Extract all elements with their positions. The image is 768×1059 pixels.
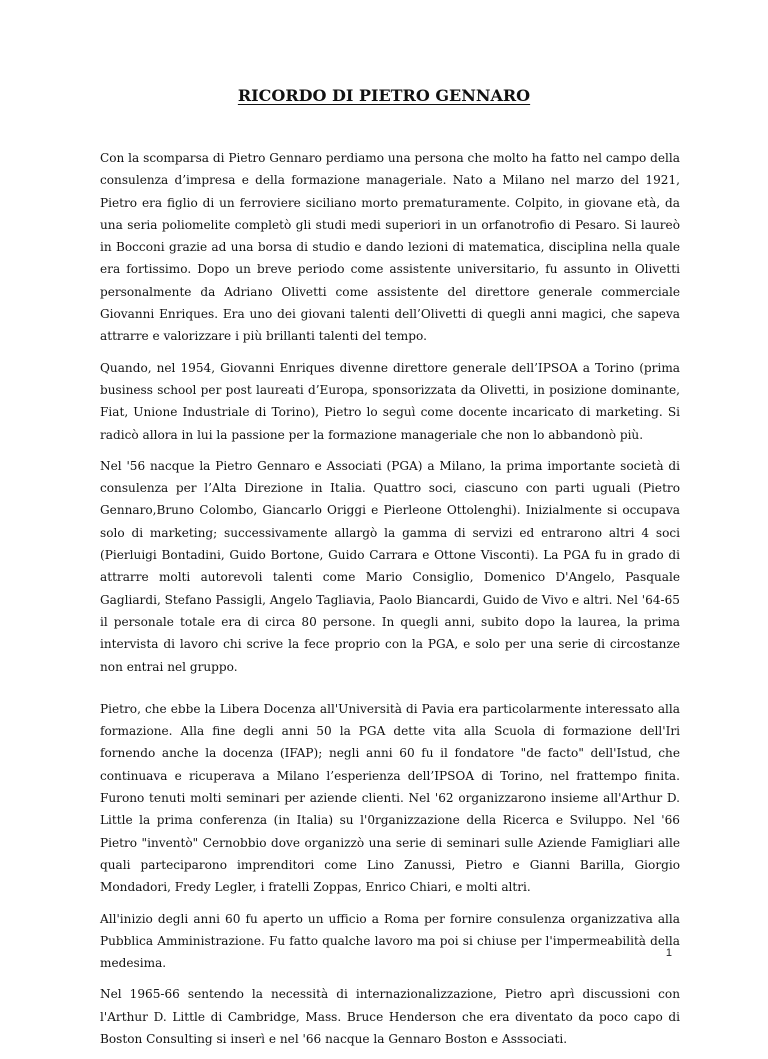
- page-number: 1: [665, 947, 672, 959]
- paragraph: Nel 1965-66 sentendo la necessità di internazionalizzazione, Pietro aprì discussioni con l'Arthur D. Little di Cambridge, Mass. Bruce Henderson che era diventato da poco capo di Boston Consulting si inserì e nel '66 nacque la Gennaro Boston e Asssociati.: [100, 987, 680, 1046]
- paragraph: Nel '56 nacque la Pietro Gennaro e Associati (PGA) a Milano, la prima importante società di consulenza per l’Alta Direzione in Italia. Quattro soci, ciascuno con parti uguali (Pietro Gennaro,Bruno Colombo, Giancarlo Origgi e Pierleone Ottolenghi). Inizialmente si occupava solo di marketing; successivamente allargò la gamma di servizi ed entrarono altri 4 soci (Pierluigi Bontadini, Guido Bortone, Guido Carrara e Ottone Visconti). La PGA fu in grado di attrarre molti autorevoli talenti come Mario Consiglio, Domenico D'Angelo, Pasquale Gagliardi, Stefano Passigli, Angelo Tagliavia, Paolo Biancardi, Guido de Vivo e altri. Nel '64-65 il personale totale era di circa 80 persone. In quegli anni, subito dopo la laurea, la prima intervista di lavoro chi scrive la fece proprio con la PGA, e solo per una serie di circostanze non entrai nel gruppo.: [100, 458, 680, 674]
- paragraph: Con la scomparsa di Pietro Gennaro perdiamo una persona che molto ha fatto nel campo della consulenza d’impresa e della formazione manageriale. Nato a Milano nel marzo del 1921, Pietro era figlio di un ferroviere siciliano morto prematuramente. Colpito, in giovane età, da una seria poliomelite completò gli studi medi superiori in un orfanotrofio di Pesaro. Si laureò in Bocconi grazie ad una borsa di studio e dando lezioni di matematica, disciplina nella quale era fortissimo. Dopo un breve periodo come assistente universitario, fu assunto in Olivetti personalmente da Adriano Olivetti come assistente del direttore generale commerciale Giovanni Enriques. Era uno dei giovani talenti dell’Olivetti di quegli anni magici, che sapeva attrarre e valorizzare i più brillanti talenti del tempo.: [100, 151, 680, 344]
- document-body: [100, 147, 680, 1059]
- page-title: RICORDO DI PIETRO GENNARO: [237, 86, 531, 105]
- paragraph: Quando, nel 1954, Giovanni Enriques divenne direttore generale dell’IPSOA a Torino (prima business school per post laureati d’Europa, sponsorizzata da Olivetti, in posizione dominante, Fiat, Unione Industriale di Torino), Pietro lo seguì come docente incaricato di marketing. Si radicò allora in lui la passione per la formazione manageriale che non lo abbandonò più.: [100, 360, 680, 442]
- paragraph: All'inizio degli anni 60 fu aperto un ufficio a Roma per fornire consulenza organizzativa alla Pubblica Amministrazione. Fu fatto qualche lavoro ma poi si chiuse per l'impermeabilità della medesima.: [100, 911, 680, 971]
- paragraph: Pietro, che ebbe la Libera Docenza all'Università di Pavia era particolarmente interessato alla formazione. Alla fine degli anni 50 la PGA dette vita alla Scuola di formazione dell'Iri fornendo anche la docenza (IFAP); negli anni 60 fu il fondatore "de facto" dell'Istud, che continuava e ricuperava a Milano l’esperienza dell’IPSOA di Torino, nel frattempo finita. Furono tenuti molti seminari per aziende clienti. Nel '62 organizzarono insieme all'Arthur D. Little la prima conferenza (in Italia) su l'0rganizzazione della Ricerca e Sviluppo. Nel '66 Pietro "inventò" Cernobbio dove organizzò una serie di seminari sulle Aziende Famigliari alle quali parteciparono imprenditori come Lino Zanussi, Pietro e Gianni Barilla, Giorgio Mondadori, Fredy Legler, i fratelli Zoppas, Enrico Chiari, e molti altri.: [100, 701, 680, 895]
